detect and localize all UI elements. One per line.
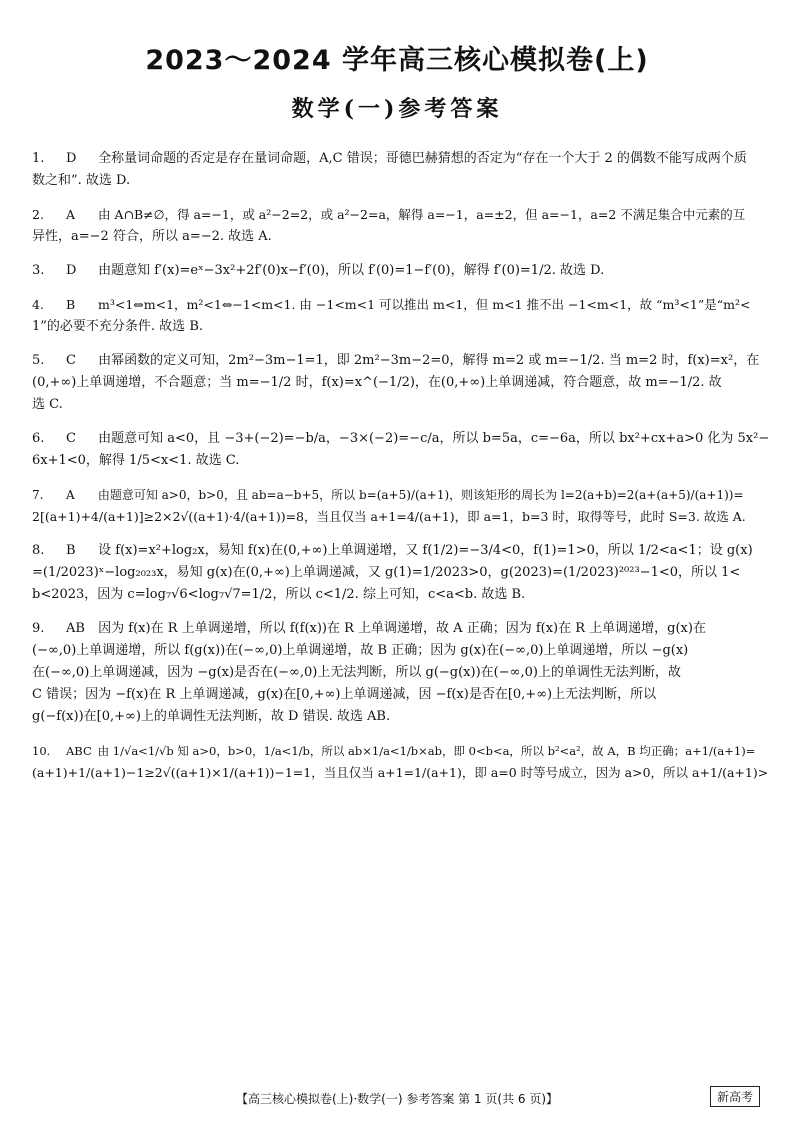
answer-line — [32, 506, 770, 528]
explanation-text: 选 C. — [32, 397, 63, 412]
question-number: 1. — [32, 151, 45, 166]
answer-line — [32, 372, 770, 394]
answer-line — [32, 170, 770, 192]
answer-line — [32, 684, 770, 706]
explanation-text: 由题意知 f′(x)=eˣ−3x²+2f′(0)x−f′(0)，所以 f′(0)=1−f′(0)，解得 f′(0)=1/2. 故选 D. — [98, 263, 605, 278]
answer-line — [32, 226, 770, 248]
explanation-text: (−∞,0)上单调递增，所以 f(g(x))在(−∞,0)上单调递增，故 B 正确；因为 g(x)在(−∞,0)上单调递增，所以 −g(x) — [32, 643, 689, 658]
answer-line — [32, 428, 770, 450]
explanation-text: 设 f(x)=x²+log₂x，易知 f(x)在(0,+∞)上单调递增，又 f(1/2)=−3/4<0，f(1)=1>0，所以 1/2<a<1；设 g(x) — [98, 543, 753, 558]
explanation-text: 6x+1<0，解得 1/5<x<1. 故选 C. — [32, 453, 240, 468]
explanation-text: 因为 f(x)在 R 上单调递增，所以 f(f(x))在 R 上单调递增，故 A 正确；因为 f(x)在 R 上单调递增，g(x)在 — [98, 621, 706, 636]
answer-line — [32, 260, 770, 282]
answer-line — [32, 706, 770, 728]
answer-line — [32, 148, 770, 170]
answer-item — [32, 148, 770, 192]
answer-line — [32, 562, 770, 584]
explanation-text: 由题意可知 a>0，b>0，且 ab=a−b+5，所以 b=(a+5)/(a+1)，则该矩形的周长为 l=2(a+b)=2(a+(a+5)/(a+1))= — [97, 488, 744, 502]
answer-item — [32, 540, 770, 606]
answer-item — [32, 260, 770, 282]
answer-line — [32, 584, 770, 606]
explanation-text: 2[(a+1)+4/(a+1)]≥2×2√((a+1)·4/(a+1))=8，当且仅当 a+1=4/(a+1)，即 a=1，b=3 时，取得等号，此时 S=3. 故选 A. — [32, 509, 746, 524]
answer-choice: C — [66, 431, 76, 446]
answer-item — [32, 618, 770, 728]
explanation-text: (0,+∞)上单调递增，不合题意；当 m=−1/2 时，f(x)=x^(−1/2)，在(0,+∞)上单调递减，符合题意，故 m=−1/2. 故 — [32, 375, 722, 390]
answer-choice: AB — [66, 621, 85, 636]
page-title: 2023～2024 学年高三核心模拟卷(上) — [145, 45, 649, 76]
answer-line — [32, 540, 770, 562]
answer-choice: D — [66, 263, 77, 278]
question-number: 5. — [32, 353, 45, 368]
answer-line — [32, 762, 770, 784]
page-footer: 【高三核心模拟卷(上)·数学(一) 参考答案 第 1 页(共 6 页)】 — [235, 1092, 559, 1106]
answer-choice: B — [66, 543, 76, 558]
answer-item — [32, 484, 770, 528]
explanation-text: 由幂函数的定义可知，2m²−3m−1=1，即 2m²−3m−2=0，解得 m=2 或 m=−1/2. 当 m=2 时，f(x)=x²，在 — [98, 353, 760, 368]
answer-line — [32, 316, 770, 338]
answer-choice: A — [66, 488, 75, 502]
explanation-text: 由题意可知 a<0，且 −3+(−2)=−b/a，−3×(−2)=−c/a，所以 b=5a，c=−6a，所以 bx²+cx+a>0 化为 5x²− — [98, 431, 770, 446]
question-number: 3. — [32, 263, 45, 278]
explanation-text: 由 1/√a<1/√b 知 a>0，b>0，1/a<1/b，所以 ab×1/a<1/b×ab，即 0<b<a，所以 b²<a²，故 A，B 均正确；a+1/(a+1)= — [97, 744, 756, 758]
answer-choice: B — [66, 297, 76, 312]
explanation-text: C 错误；因为 −f(x)在 R 上单调递减，g(x)在[0,+∞)上单调递减，因 −f(x)是否在[0,+∞)上无法判断，所以 — [32, 687, 657, 702]
explanation-text: 全称量词命题的否定是存在量词命题，A,C 错误；哥德巴赫猜想的否定为“存在一个大于 2 的偶数不能写成两个质 — [98, 151, 747, 166]
explanation-text: (a+1)+1/(a+1)−1≥2√((a+1)×1/(a+1))−1=1，当且仅当 a+1=1/(a+1)，即 a=0 时等号成立，因为 a>0，所以 a+1/(a+1)> — [32, 765, 769, 780]
question-number: 10. — [32, 744, 51, 758]
explanation-text: 由 A∩B≠∅，得 a=−1，或 a²−2=2，或 a²−2=a，解得 a=−1，a=±2，但 a=−1，a=2 不满足集合中元素的互 — [97, 207, 746, 222]
explanation-text: b<2023，因为 c=log₇√6<log₇√7=1/2，所以 c<1/2. 综上可知，c<a<b. 故选 B. — [32, 587, 526, 602]
answer-item — [32, 428, 770, 472]
explanation-text: =(1/2023)ˣ−log₂₀₂₃x，易知 g(x)在(0,+∞)上单调递减，又 g(1)=1/2023>0，g(2023)=(1/2023)²⁰²³−1<0，所以 1< — [32, 565, 741, 580]
answer-item — [32, 350, 770, 416]
answer-item — [32, 740, 770, 784]
answer-item — [32, 294, 770, 338]
answer-line — [32, 450, 770, 472]
answer-line — [32, 484, 770, 506]
edition-badge: 新高考 — [710, 1086, 760, 1107]
question-number: 7. — [32, 488, 44, 502]
question-number: 6. — [32, 431, 45, 446]
answer-choice: A — [66, 207, 76, 222]
answer-choice: C — [66, 353, 76, 368]
answer-line — [32, 204, 770, 226]
explanation-text: g(−f(x))在[0,+∞)上的单调性无法判断，故 D 错误. 故选 AB. — [32, 709, 391, 724]
answer-choice: D — [66, 151, 77, 166]
answer-line — [32, 394, 770, 416]
question-number: 9. — [32, 621, 45, 636]
answer-choice: ABC — [66, 744, 92, 758]
answer-list — [32, 148, 770, 796]
explanation-text: 数之和”. 故选 D. — [32, 173, 131, 188]
page-subtitle: 数学(一)参考答案 — [291, 96, 503, 122]
explanation-text: 1”的必要不充分条件. 故选 B. — [32, 319, 203, 334]
question-number: 4. — [32, 297, 44, 312]
answer-line — [32, 662, 770, 684]
answer-line — [32, 740, 770, 762]
question-number: 8. — [32, 543, 45, 558]
answer-line — [32, 640, 770, 662]
explanation-text: 异性，a=−2 符合，所以 a=−2. 故选 A. — [32, 229, 272, 244]
answer-line — [32, 350, 770, 372]
answer-item — [32, 204, 770, 248]
answer-line — [32, 294, 770, 316]
answer-line — [32, 618, 770, 640]
explanation-text: 在(−∞,0)上单调递减，因为 −g(x)是否在(−∞,0)上无法判断，所以 g(−g(x))在(−∞,0)上的单调性无法判断，故 — [32, 665, 681, 680]
explanation-text: m³<1⇔m<1，m²<1⇔−1<m<1. 由 −1<m<1 可以推出 m<1，但 m<1 推不出 −1<m<1，故 “m³<1”是“m²< — [97, 297, 751, 312]
question-number: 2. — [32, 207, 44, 222]
